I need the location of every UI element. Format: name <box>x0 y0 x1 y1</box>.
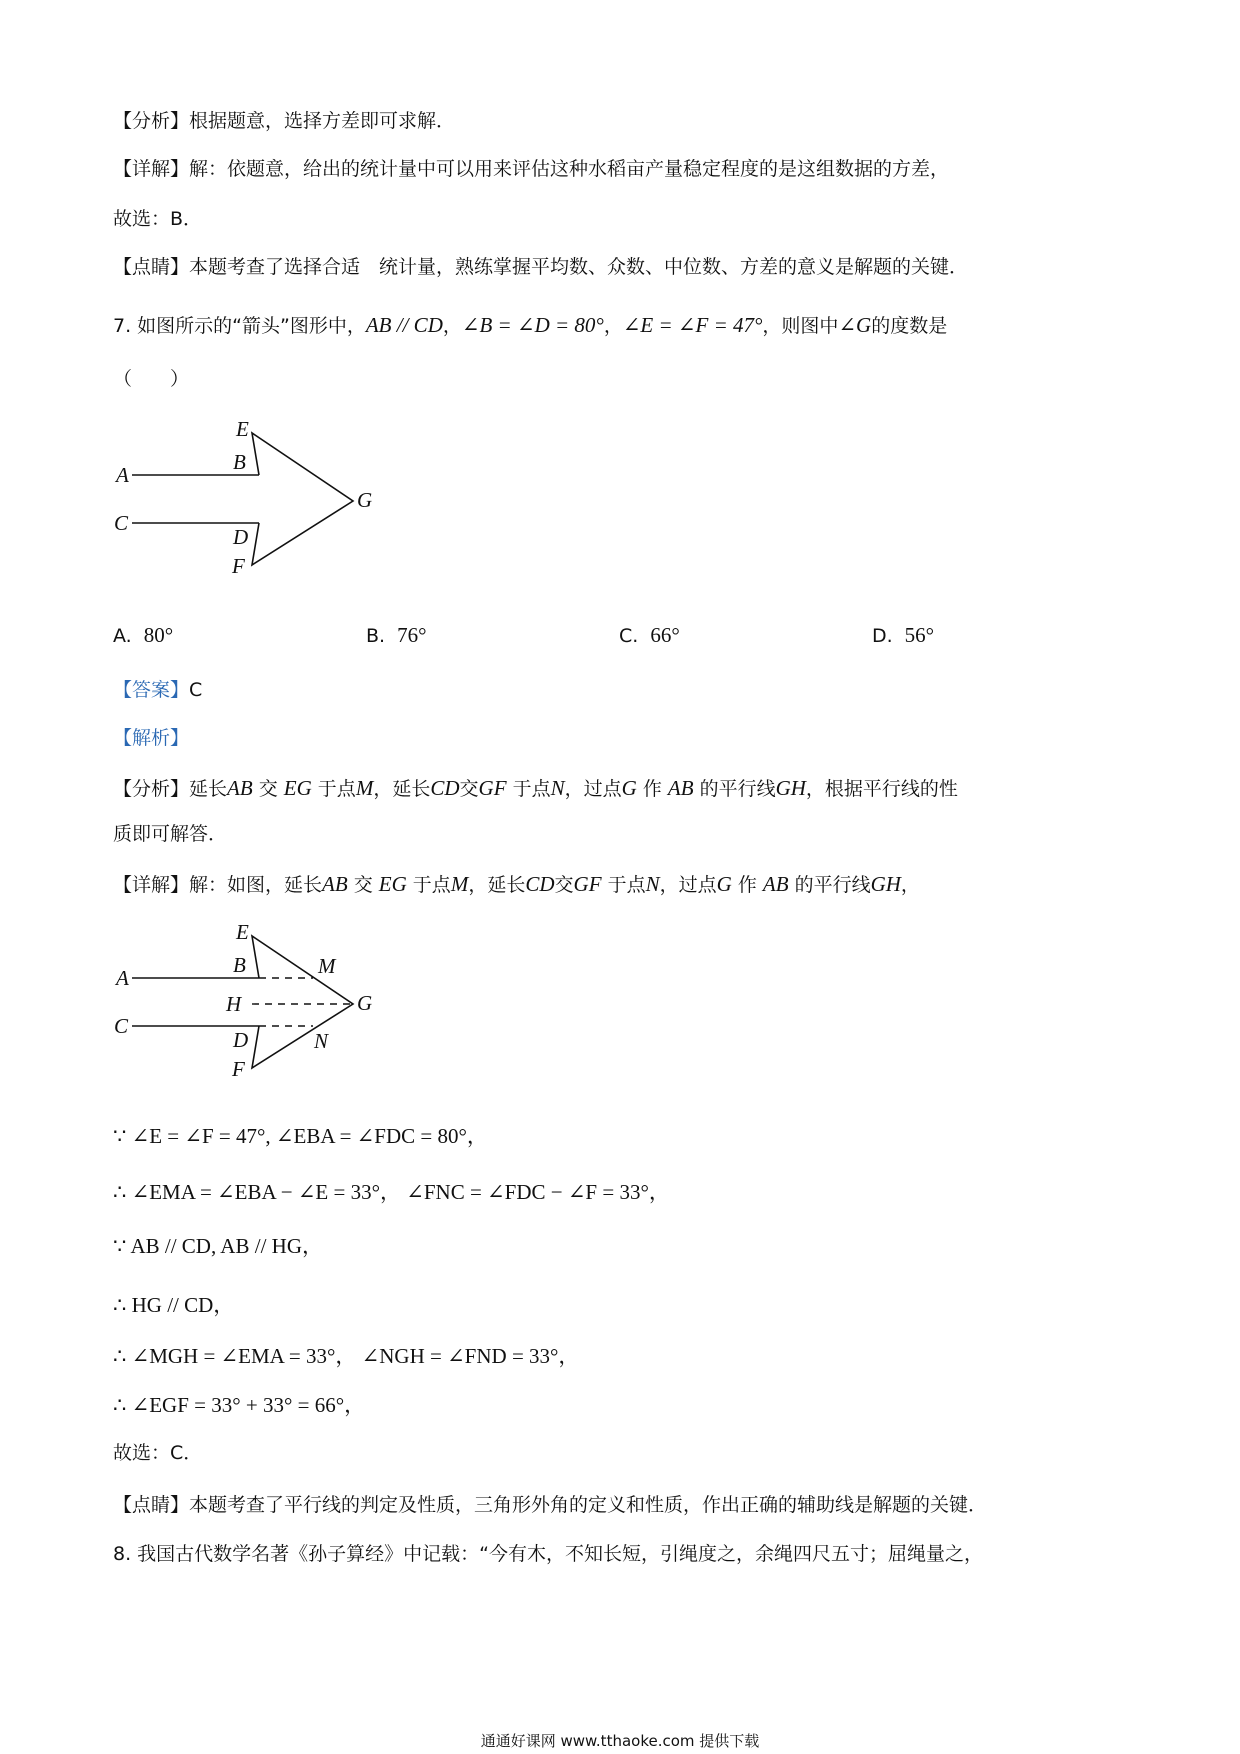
auxiliary-figure <box>110 918 380 1083</box>
label-D: D <box>233 1028 249 1052</box>
detail-line: 【详解】解：依题意，给出的统计量中可以用来评估这种水稻亩产量稳定程度的是这组数据的方差， <box>113 158 950 180</box>
label-B: B <box>233 953 246 977</box>
label-G: G <box>357 488 373 512</box>
answer-line: 【答案】C <box>113 679 203 701</box>
proof-step-2: ∴ ∠EMA = ∠EBA − ∠E = 33°， ∠FNC = ∠FDC − ∠F = 33°， <box>113 1180 670 1204</box>
choice-c-line: 故选：C． <box>113 1442 203 1464</box>
label-H: H <box>226 992 242 1016</box>
label-F: F <box>232 1057 245 1081</box>
detail-text: 【详解】解：如图，延长AB 交 EG 于点M，延长CD交GF 于点N，过点G 作 AB 的平行线GH， <box>113 872 920 896</box>
option-c[interactable]: C. 66° <box>619 623 680 647</box>
answer-paren: （ ） <box>113 368 190 390</box>
label-A: A <box>116 966 129 990</box>
footer-source: 通通好课网 www.tthaoke.com 提供下载 <box>480 1732 760 1750</box>
proof-step-6: ∴ ∠EGF = 33° + 33° = 66°， <box>113 1393 366 1417</box>
label-D: D <box>233 525 249 549</box>
proof-step-3: ∵ AB // CD, AB // HG， <box>113 1234 323 1258</box>
label-A: A <box>116 463 129 487</box>
question-8: 8. 我国古代数学名著《孙子算经》中记载：“今有木，不知长短，引绳度之，余绳四尺五寸；屈绳量之， <box>113 1543 984 1565</box>
option-b[interactable]: B. 76° <box>366 623 427 647</box>
label-C: C <box>114 1014 129 1038</box>
arrow-figure <box>110 415 380 580</box>
label-M: M <box>318 954 336 978</box>
label-E: E <box>236 417 249 441</box>
label-N: N <box>314 1029 329 1053</box>
analysis-text: 【分析】延长AB 交 EG 于点M，延长CD交GF 于点N，过点G 作 AB 的平行线GH，根据平行线的性 <box>113 776 958 800</box>
proof-step-5: ∴ ∠MGH = ∠EMA = 33°， ∠NGH = ∠FND = 33°， <box>113 1344 580 1368</box>
choice-line: 故选：B． <box>113 208 203 230</box>
label-F: F <box>232 554 245 578</box>
label-G: G <box>357 991 373 1015</box>
label-C: C <box>114 511 129 535</box>
comment-line: 【点睛】本题考查了选择合适 统计量，熟练掌握平均数、众数、中位数、方差的意义是解题的关键． <box>113 256 969 278</box>
proof-step-1: ∵ ∠E = ∠F = 47°, ∠EBA = ∠FDC = 80°， <box>113 1124 488 1148</box>
proof-step-4: ∴ HG // CD， <box>113 1293 235 1317</box>
question-7: 7. 如图所示的“箭头”图形中，AB // CD，∠B = ∠D = 80°，∠E = ∠F = 47°，则图中∠G的度数是 <box>113 313 948 337</box>
option-a[interactable]: A. 80° <box>113 623 174 647</box>
analysis-text-cont: 质即可解答． <box>113 823 228 845</box>
label-B: B <box>233 450 246 474</box>
label-E: E <box>236 920 249 944</box>
comment-line-2: 【点睛】本题考查了平行线的判定及性质，三角形外角的定义和性质，作出正确的辅助线是解题的关键． <box>113 1494 988 1516</box>
analysis-line: 【分析】根据题意，选择方差即可求解． <box>113 110 456 132</box>
explanation-heading: 【解析】 <box>113 727 190 749</box>
option-d[interactable]: D. 56° <box>872 623 935 647</box>
